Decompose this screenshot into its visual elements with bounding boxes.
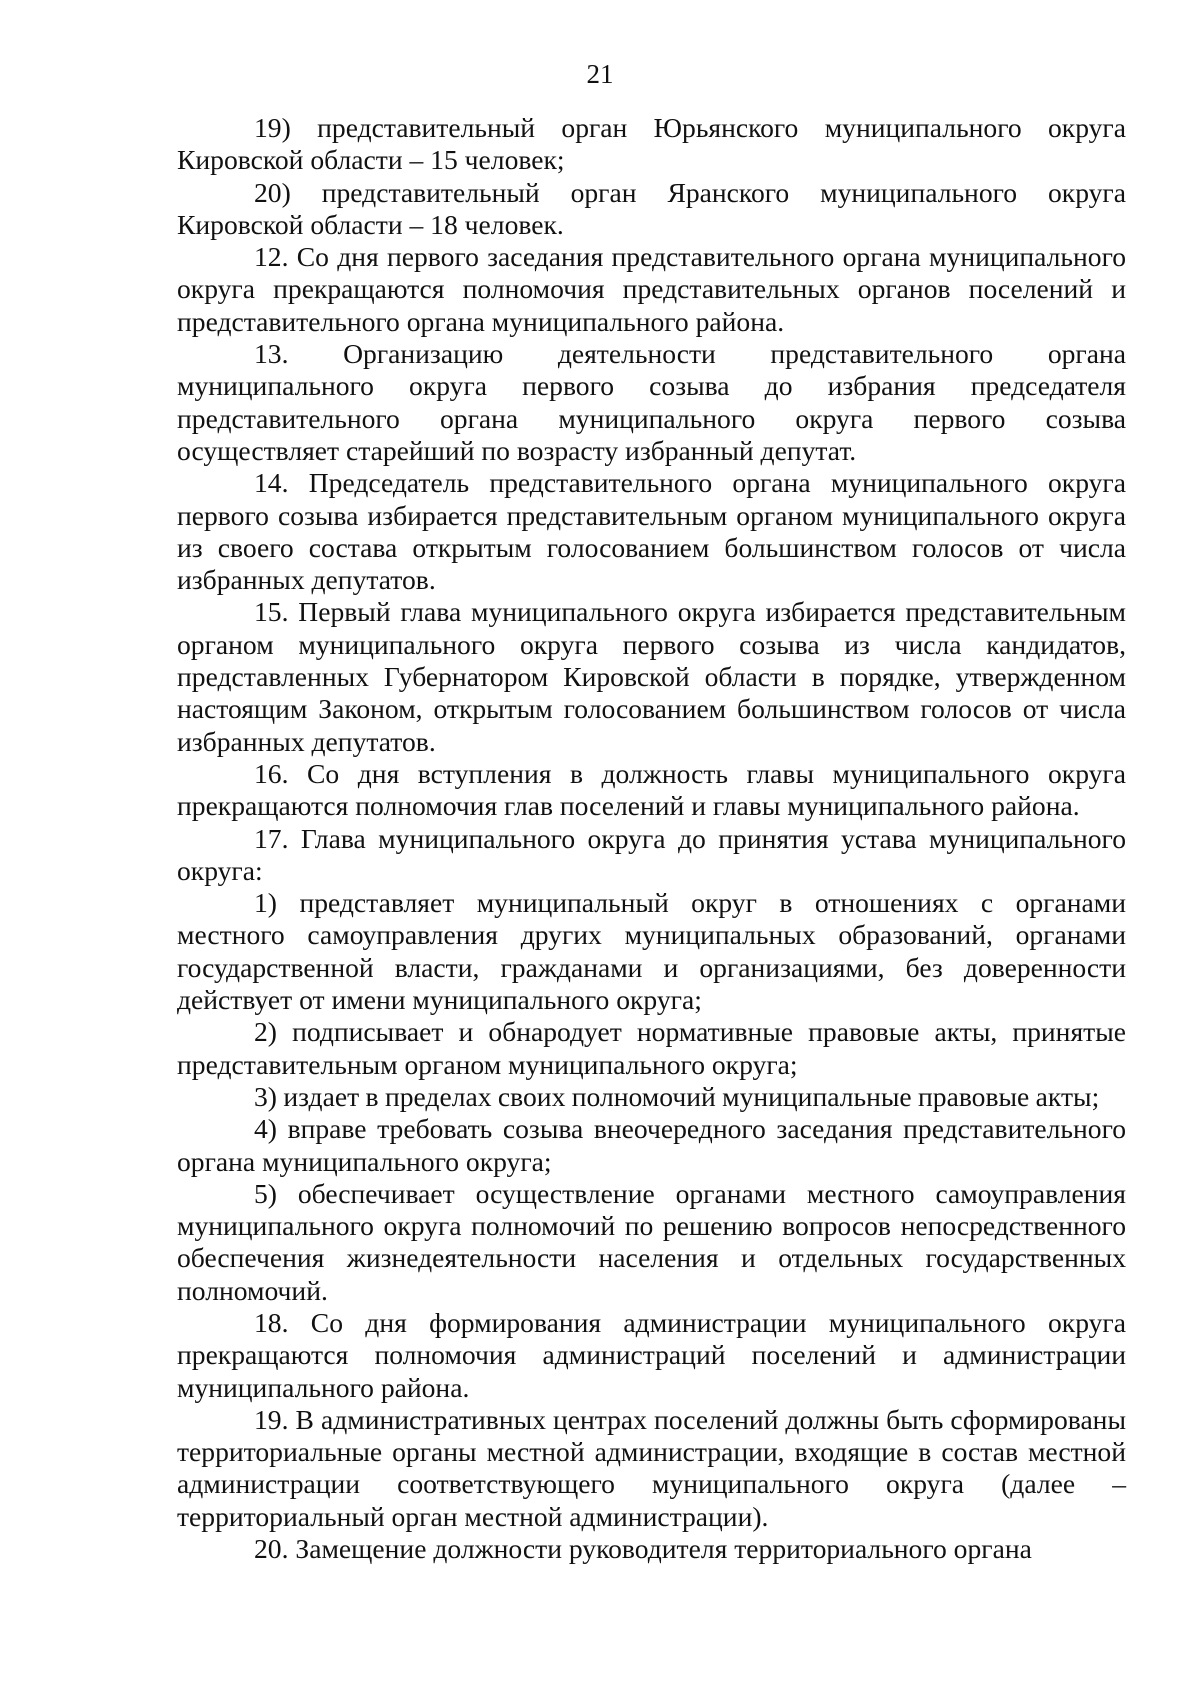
- paragraph-subitem-1: 1) представляет муниципальный округ в отношениях с органами местного самоуправления других муниципальных образований, органами государственной власти, гражданами и организациями, без доверенности действует от имени муниципального округа;: [177, 887, 1126, 1016]
- paragraph-section-18: 18. Со дня формирования администрации муниципального округа прекращаются полномочия администраций поселений и администрации муниципального района.: [177, 1306, 1126, 1403]
- paragraph-section-19: 19. В административных центрах поселений должны быть сформированы территориальные органы местной администрации, входящие в состав местной администрации соответствующего муниципального округа (далее – территориальный орган местной администрации).: [177, 1403, 1126, 1532]
- paragraph-section-14: 14. Председатель представительного органа муниципального округа первого созыва избирается представительным органом муниципального округа из своего состава открытым голосованием большинством голосов от числа избранных депутатов.: [177, 467, 1126, 596]
- paragraph-section-16: 16. Со дня вступления в должность главы муниципального округа прекращаются полномочия глав поселений и главы муниципального района.: [177, 757, 1126, 822]
- page-number: 21: [586, 59, 614, 89]
- paragraph-subitem-4: 4) вправе требовать созыва внеочередного заседания представительного органа муниципального округа;: [177, 1113, 1126, 1177]
- paragraph-section-15: 15. Первый глава муниципального округа избирается представительным органом муниципального округа первого созыва из числа кандидатов, представленных Губернатором Кировской области в порядке, утвержденном настоящим Законом, открытым голосованием большинством голосов от числа избранных депутатов.: [177, 596, 1126, 757]
- paragraph-subitem-5: 5) обеспечивает осуществление органами местного самоуправления муниципального округа полномочий по решению вопросов непосредственного обеспечения жизнедеятельности населения и отдельных государственных полномочий.: [177, 1177, 1126, 1306]
- paragraph-section-13: 13. Организацию деятельности представительного органа муниципального округа первого созыва до избрания председателя представительного органа муниципального округа первого созыва осуществляет старейший по возрасту избранный депутат.: [177, 338, 1126, 466]
- paragraph-section-20: 20. Замещение должности руководителя территориального органа: [254, 1533, 1032, 1565]
- paragraph-section-12: 12. Со дня первого заседания представительного органа муниципального округа прекращаются полномочия представительных органов поселений и представительного органа муниципального района.: [177, 241, 1126, 337]
- document-body: [177, 112, 1126, 1565]
- paragraph-subitem-3: 3) издает в пределах своих полномочий муниципальные правовые акты;: [254, 1080, 1100, 1112]
- paragraph-subitem-2: 2) подписывает и обнародует нормативные правовые акты, принятые представительным органом муниципального округа;: [177, 1016, 1126, 1080]
- paragraph-item-20: 20) представительный орган Яранского муниципального округа Кировской области – 18 человек.: [177, 176, 1126, 240]
- paragraph-section-17: 17. Глава муниципального округа до принятия устава муниципального округа:: [177, 822, 1126, 886]
- paragraph-item-19: 19) представительный орган Юрьянского муниципального округа Кировской области – 15 человек;: [177, 112, 1126, 176]
